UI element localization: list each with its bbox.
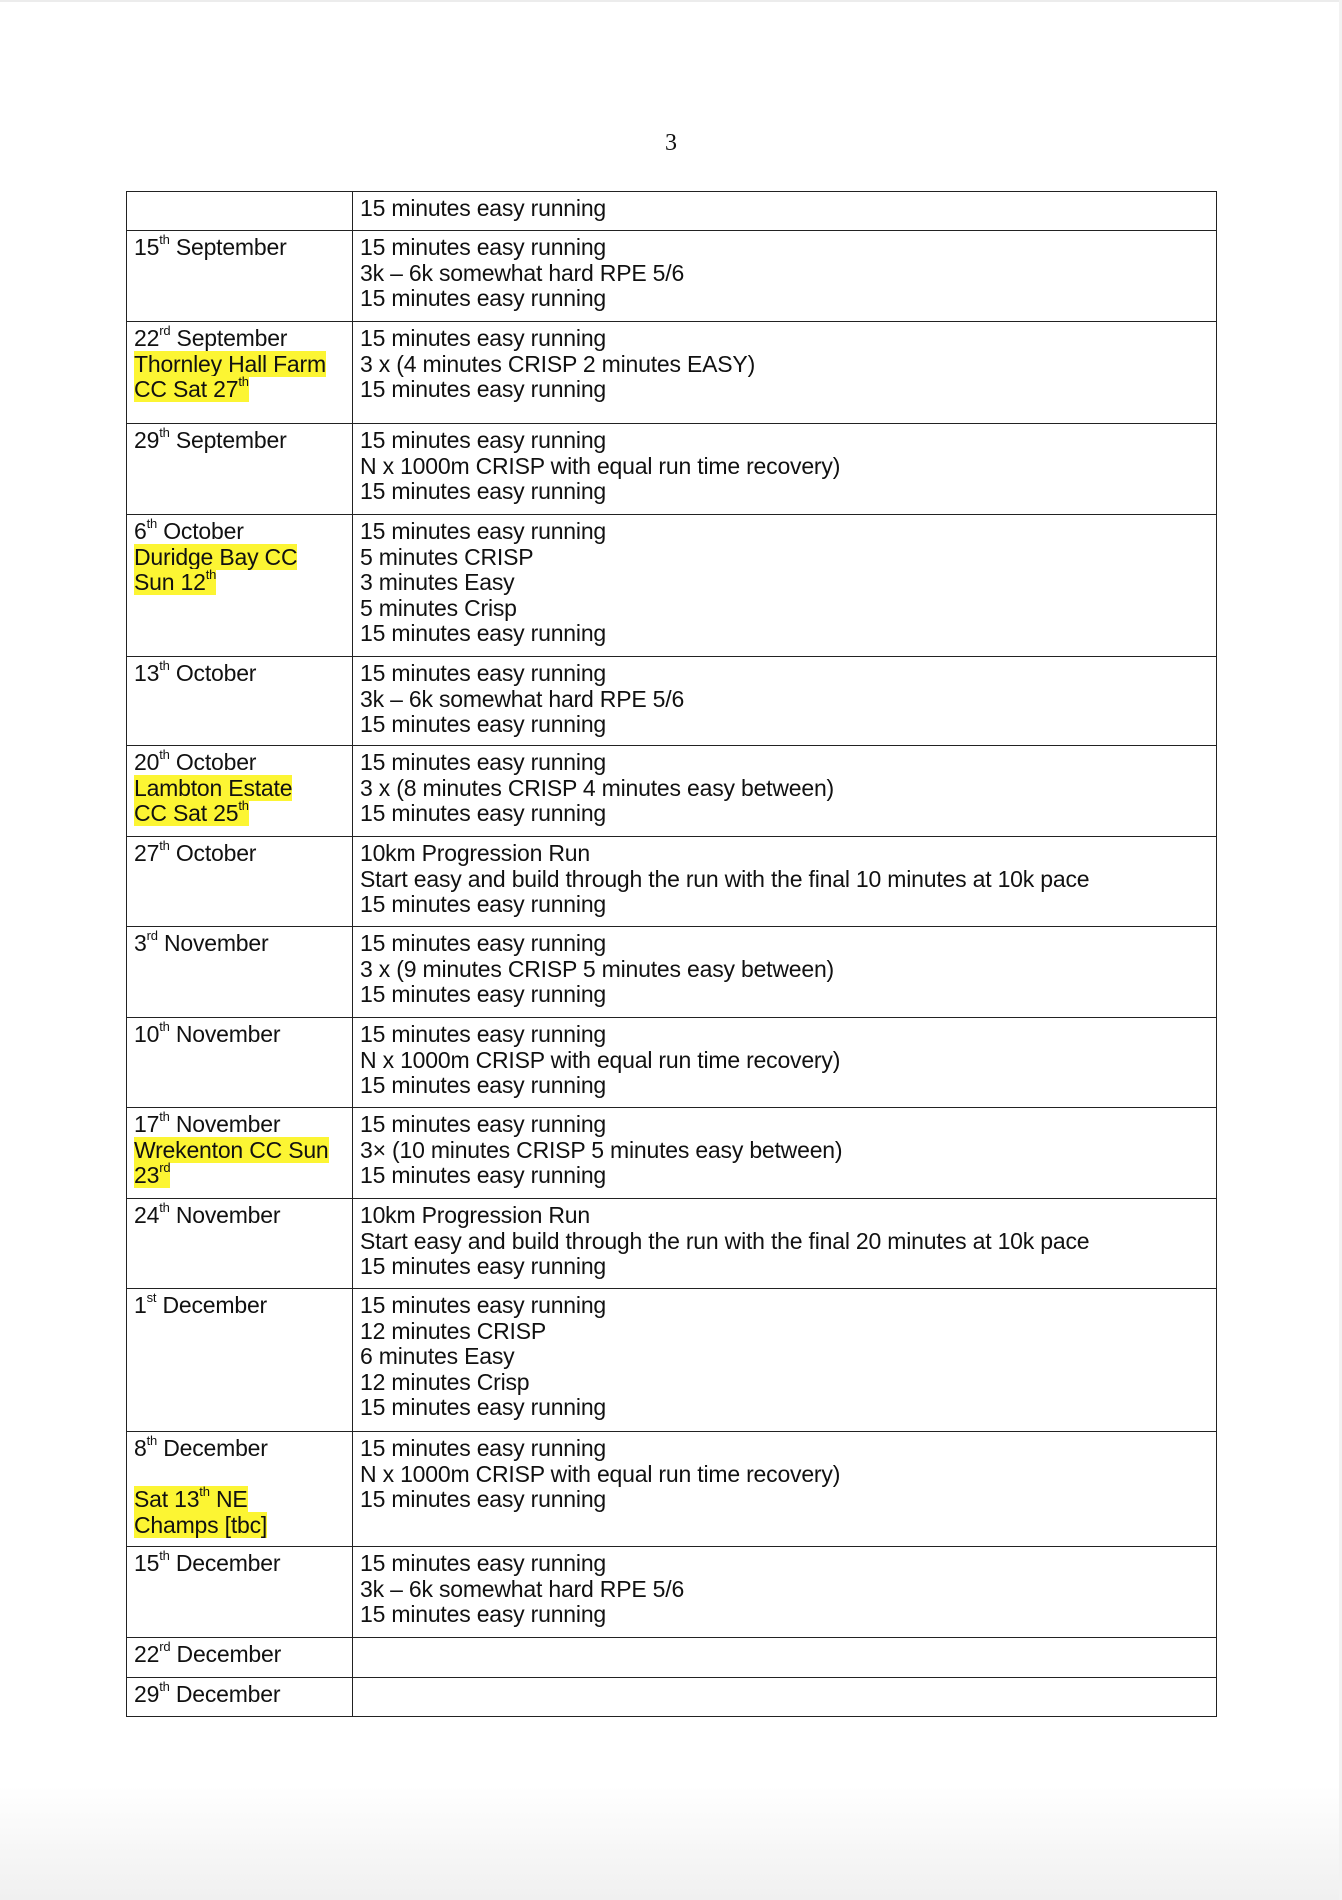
week-date [134, 1548, 345, 1577]
session-line: 3 x (9 minutes CRISP 5 minutes easy between) [360, 955, 834, 982]
date-ordinal-suffix: th [159, 838, 170, 853]
session-line: 3k – 6k somewhat hard RPE 5/6 [360, 1575, 685, 1602]
session-line: 3 x (4 minutes CRISP 2 minutes EASY) [360, 350, 756, 377]
date-ordinal-suffix: th [159, 658, 170, 673]
session-cell [353, 837, 1217, 927]
session-line: 15 minutes easy running [360, 891, 606, 918]
date-month: October [157, 518, 244, 544]
date-month: September [169, 234, 287, 260]
race-event-highlight [134, 569, 216, 595]
race-event-text: Champs [tbc] [134, 1511, 268, 1538]
session-cell [353, 192, 1217, 231]
date-day: 8 [134, 1435, 147, 1461]
week-date [134, 1109, 345, 1138]
session-line: 15 minutes easy running [360, 325, 606, 351]
date-day: 10 [134, 1021, 160, 1047]
week-date [134, 232, 345, 261]
table-row [127, 424, 1217, 515]
week-date [134, 1019, 345, 1048]
race-event-line [134, 567, 345, 596]
race-event-highlight [134, 1486, 248, 1512]
date-ordinal-suffix: rd [159, 323, 171, 338]
table-row [127, 515, 1217, 657]
session-line: 10km Progression Run [360, 1202, 590, 1228]
session-line: 15 minutes easy running [360, 930, 606, 956]
session-line: 15 minutes easy running [360, 1072, 606, 1099]
table-row [127, 192, 1217, 231]
date-ordinal-suffix: th [146, 516, 158, 531]
session-line: 15 minutes easy running [360, 195, 606, 221]
table-row [127, 837, 1217, 927]
date-month: December [170, 1641, 282, 1667]
date-cell [127, 192, 353, 231]
race-event-line [134, 1513, 345, 1539]
date-ordinal-suffix: rd [159, 1639, 171, 1654]
date-day: 15 [134, 1550, 160, 1576]
race-event-highlight [134, 1162, 170, 1188]
week-date [134, 323, 345, 352]
date-ordinal-suffix: th [159, 1548, 170, 1563]
race-event-ordinal-suffix: th [238, 798, 249, 814]
session-line: 15 minutes easy running [360, 1292, 606, 1318]
date-month: November [157, 930, 269, 956]
race-event-text: NE [209, 1486, 248, 1513]
session-line: 15 minutes easy running [360, 1253, 606, 1280]
session-line: 3× (10 minutes CRISP 5 minutes easy between) [360, 1136, 843, 1163]
race-event-text: Thornley Hall Farm [134, 350, 326, 377]
date-cell [127, 746, 353, 837]
race-event-line [134, 1484, 345, 1513]
week-date [134, 928, 345, 957]
date-month: October [169, 840, 257, 866]
date-cell [127, 837, 353, 927]
page-number: 3 [665, 130, 677, 156]
session-line: Start easy and build through the run with the final 10 minutes at 10k pace [360, 865, 1090, 892]
date-month: December [156, 1292, 267, 1318]
race-event-text: CC Sat 27 [134, 376, 239, 403]
date-day: 13 [134, 660, 160, 686]
session-line: 15 minutes easy running [360, 518, 606, 544]
date-ordinal-suffix: th [159, 1200, 170, 1215]
date-ordinal-suffix: th [159, 747, 170, 762]
week-date [134, 1290, 345, 1319]
date-ordinal-suffix: st [146, 1290, 157, 1305]
session-line: 3 minutes Easy [360, 569, 515, 596]
week-date [134, 1200, 345, 1229]
race-event-text: Wrekenton CC Sun [134, 1136, 329, 1163]
date-ordinal-suffix: th [159, 425, 170, 440]
session-cell [353, 1289, 1217, 1432]
session-cell [353, 1678, 1217, 1717]
session-line: 15 minutes easy running [360, 1550, 606, 1576]
session-line: 5 minutes CRISP [360, 543, 534, 570]
date-month: November [169, 1202, 281, 1228]
date-cell [127, 1432, 353, 1547]
race-event-line [134, 1160, 345, 1189]
week-date [134, 516, 345, 545]
session-cell [353, 1638, 1217, 1678]
session-line: 12 minutes Crisp [360, 1368, 530, 1395]
table-row [127, 1289, 1217, 1432]
race-event-text: CC Sat 25 [134, 800, 239, 827]
date-cell [127, 424, 353, 515]
date-ordinal-suffix: th [159, 1109, 170, 1124]
week-date [134, 658, 345, 687]
session-cell [353, 1199, 1217, 1289]
page-top-edge [0, 0, 1342, 2]
week-date [134, 425, 345, 454]
week-date [134, 838, 345, 867]
session-cell [353, 927, 1217, 1018]
spacer [134, 1462, 345, 1488]
date-month: November [169, 1021, 281, 1047]
date-day: 27 [134, 840, 160, 866]
table-row [127, 927, 1217, 1018]
date-cell [127, 231, 353, 322]
race-event-text: Sat 13 [134, 1486, 200, 1513]
table-row [127, 746, 1217, 837]
session-line: 15 minutes easy running [360, 1435, 606, 1461]
date-cell [127, 927, 353, 1018]
race-event-line [134, 545, 345, 571]
session-line: 15 minutes easy running [360, 711, 606, 738]
date-day: 24 [134, 1202, 160, 1228]
session-cell [353, 322, 1217, 424]
date-cell [127, 1638, 353, 1678]
date-cell [127, 1678, 353, 1717]
session-line: 15 minutes easy running [360, 285, 606, 312]
session-cell [353, 1018, 1217, 1108]
date-day: 22 [134, 325, 160, 351]
table-row [127, 322, 1217, 424]
session-cell [353, 231, 1217, 322]
session-line: 15 minutes easy running [360, 478, 606, 505]
table-row [127, 657, 1217, 746]
race-event-highlight [134, 544, 297, 570]
race-event-highlight [134, 775, 292, 801]
session-line: 6 minutes Easy [360, 1343, 515, 1370]
table-row [127, 1199, 1217, 1289]
race-event-text: Duridge Bay CC [134, 543, 298, 570]
session-line: 15 minutes easy running [360, 234, 606, 260]
session-line: 15 minutes easy running [360, 376, 606, 403]
session-line: 12 minutes CRISP [360, 1317, 546, 1344]
session-line: 5 minutes Crisp [360, 594, 517, 621]
date-cell [127, 1018, 353, 1108]
date-cell [127, 1289, 353, 1432]
date-month: November [169, 1111, 281, 1137]
session-line: N x 1000m CRISP with equal run time recovery) [360, 1460, 841, 1487]
week-date [134, 1639, 345, 1668]
date-day: 29 [134, 1681, 160, 1707]
race-event-text: 23 [134, 1162, 160, 1189]
session-cell [353, 746, 1217, 837]
session-line: Start easy and build through the run with the final 20 minutes at 10k pace [360, 1227, 1090, 1254]
date-month: December [169, 1550, 281, 1576]
race-event-highlight [134, 1137, 329, 1163]
race-event-text: Lambton Estate [134, 774, 293, 801]
session-line: 15 minutes easy running [360, 660, 606, 686]
session-line: 3k – 6k somewhat hard RPE 5/6 [360, 259, 685, 286]
race-event-ordinal-suffix: th [205, 567, 217, 583]
table-row [127, 1108, 1217, 1199]
date-ordinal-suffix: th [159, 232, 170, 247]
race-event-ordinal-suffix: th [199, 1484, 210, 1500]
race-event-line [134, 374, 345, 403]
date-month: September [170, 325, 288, 351]
table-row [127, 231, 1217, 322]
session-line: N x 1000m CRISP with equal run time recovery) [360, 1046, 841, 1073]
session-cell [353, 1432, 1217, 1547]
date-day: 6 [134, 518, 147, 544]
session-line: 15 minutes easy running [360, 1394, 606, 1421]
session-cell [353, 657, 1217, 746]
date-day: 20 [134, 749, 160, 775]
week-date [134, 1679, 345, 1708]
date-cell [127, 515, 353, 657]
date-day: 3 [134, 930, 147, 956]
session-line: 15 minutes easy running [360, 1111, 606, 1137]
date-day: 15 [134, 234, 160, 260]
date-cell [127, 1547, 353, 1638]
date-cell [127, 1199, 353, 1289]
session-line: 15 minutes easy running [360, 427, 606, 453]
table-row [127, 1547, 1217, 1638]
training-plan-table [126, 191, 1217, 1717]
date-cell [127, 657, 353, 746]
session-line: 15 minutes easy running [360, 800, 606, 827]
date-ordinal-suffix: th [146, 1433, 158, 1448]
session-line: 15 minutes easy running [360, 1021, 606, 1047]
date-month: December [169, 1681, 281, 1707]
race-event-line [134, 798, 345, 827]
week-date [134, 747, 345, 776]
date-month: October [169, 749, 257, 775]
race-event-ordinal-suffix: th [238, 374, 249, 390]
session-line: N x 1000m CRISP with equal run time recovery) [360, 452, 841, 479]
session-line: 3 x (8 minutes CRISP 4 minutes easy between) [360, 774, 834, 801]
table-row [127, 1638, 1217, 1678]
table-row [127, 1018, 1217, 1108]
date-ordinal-suffix: rd [146, 928, 158, 943]
race-event-text: Sun 12 [134, 569, 206, 596]
session-cell [353, 515, 1217, 657]
race-event-highlight [134, 1512, 267, 1538]
date-day: 17 [134, 1111, 160, 1137]
training-plan-body [127, 192, 1217, 1717]
session-line: 15 minutes easy running [360, 749, 606, 775]
session-line: 3k – 6k somewhat hard RPE 5/6 [360, 685, 685, 712]
week-date [134, 1433, 345, 1462]
date-day: 22 [134, 1641, 160, 1667]
session-cell [353, 1108, 1217, 1199]
session-line: 15 minutes easy running [360, 1486, 606, 1513]
date-cell [127, 322, 353, 424]
date-ordinal-suffix: th [159, 1679, 170, 1694]
race-event-ordinal-suffix: rd [159, 1160, 171, 1176]
session-line: 15 minutes easy running [360, 981, 606, 1008]
date-month: December [157, 1435, 268, 1461]
race-event-highlight [134, 351, 326, 377]
date-day: 29 [134, 427, 160, 453]
date-month: October [169, 660, 257, 686]
session-line: 15 minutes easy running [360, 1162, 606, 1189]
session-line: 15 minutes easy running [360, 1601, 606, 1628]
date-month: September [169, 427, 287, 453]
session-cell [353, 424, 1217, 515]
race-event-highlight [134, 800, 249, 826]
session-line: 15 minutes easy running [360, 620, 606, 647]
race-event-highlight [134, 376, 249, 402]
session-line: 10km Progression Run [360, 840, 590, 866]
date-ordinal-suffix: th [159, 1019, 170, 1034]
session-cell [353, 1547, 1217, 1638]
table-row [127, 1432, 1217, 1547]
table-row [127, 1678, 1217, 1717]
date-cell [127, 1108, 353, 1199]
date-day: 1 [134, 1292, 147, 1318]
